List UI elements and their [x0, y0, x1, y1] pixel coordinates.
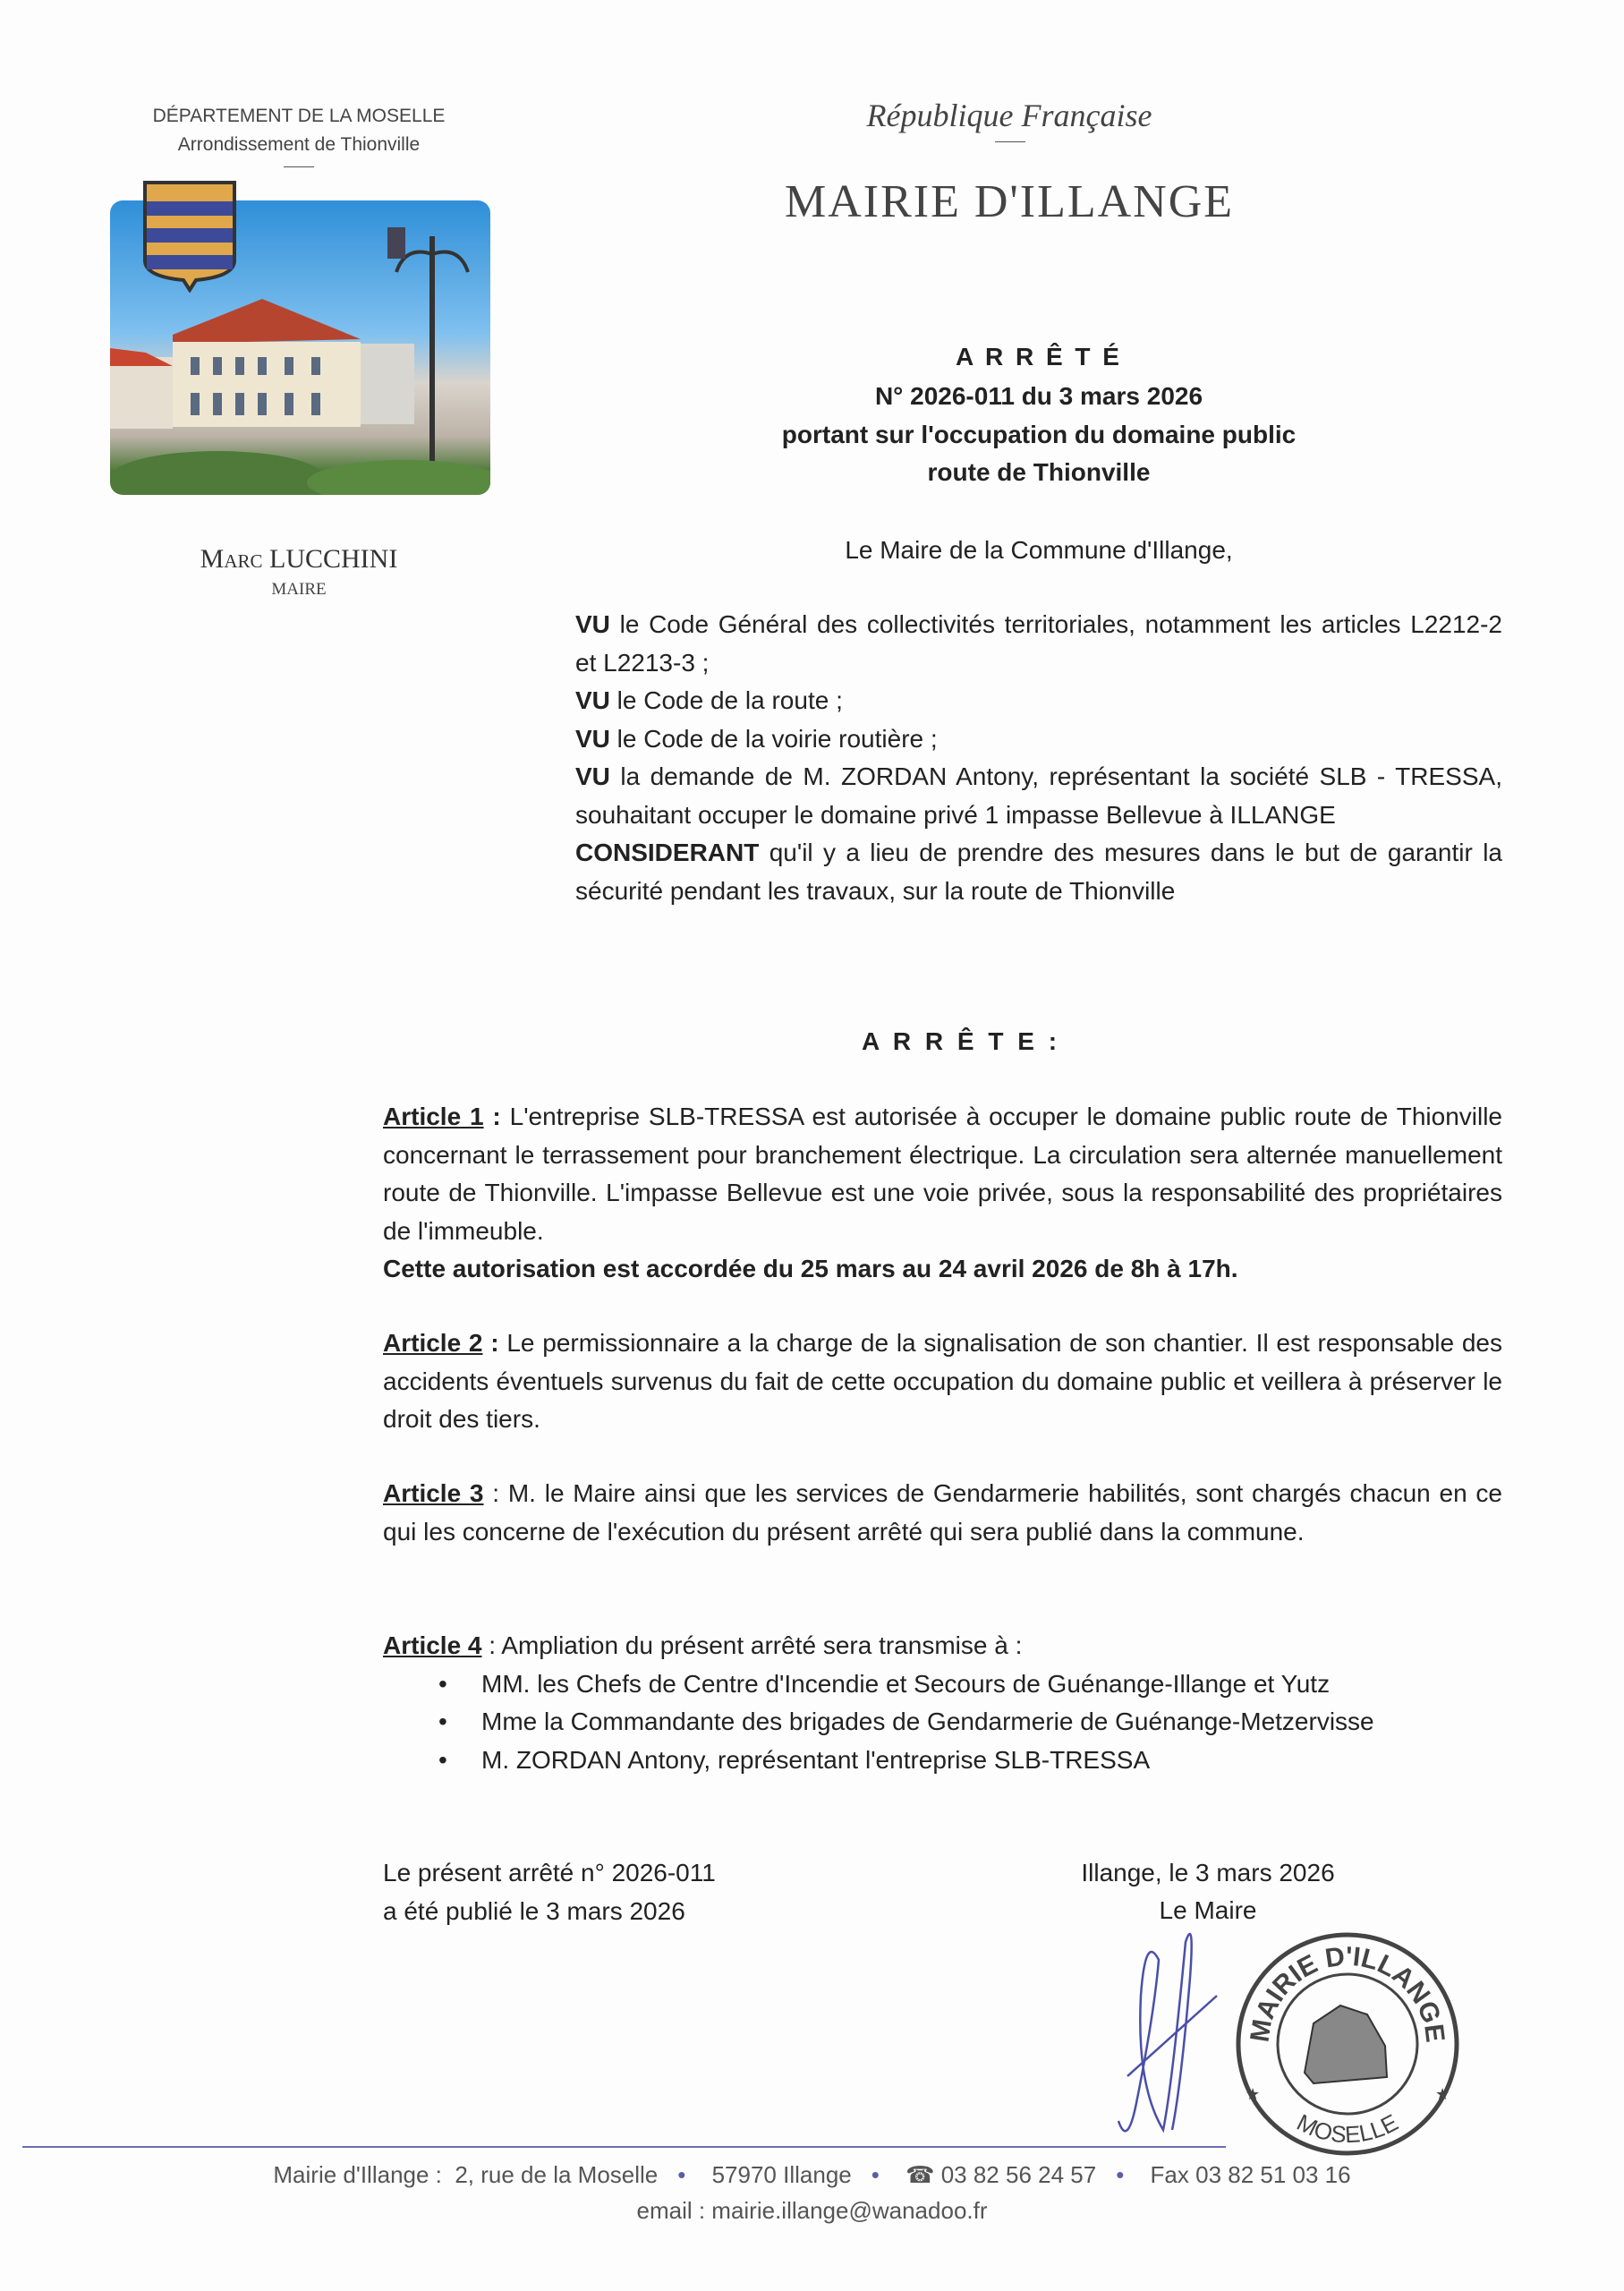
- mayor-signature: [1110, 1924, 1235, 2143]
- mayor-title: MAIRE: [271, 580, 327, 599]
- footer-email: email : mairie.illange@wanadoo.fr: [636, 2197, 988, 2224]
- svg-text:MOSELLE: MOSELLE: [1292, 2108, 1403, 2149]
- visa-item: VU le Code de la route ;: [575, 686, 843, 714]
- arrete-subject-location: route de Thionville: [927, 458, 1151, 486]
- visas-block: [575, 606, 1502, 910]
- publication-note: Le présent arrêté n° 2026-011 a été publié le 3 mars 2026: [383, 1859, 716, 1925]
- arrete-subject: portant sur l'occupation du domaine public: [781, 421, 1297, 448]
- considerant-item: CONSIDERANT qu'il y a lieu de prendre des mesures dans le but de garantir la sécurité pendant les travaux, sur la route de Thionville: [575, 839, 1502, 905]
- divider: [995, 141, 1025, 142]
- department-name: DÉPARTEMENT DE LA MOSELLE: [152, 106, 446, 126]
- authorization-period: Cette autorisation est accordée du 25 mars au 24 avril 2026 de 8h à 17h.: [383, 1255, 1238, 1282]
- phone-icon: ☎: [906, 2161, 935, 2188]
- footer-rule: [22, 2146, 1226, 2148]
- svg-text:MAIRIE D'ILLANGE: MAIRIE D'ILLANGE: [1245, 1941, 1450, 2044]
- footer-phone: 03 82 56 24 57: [940, 2161, 1097, 2188]
- footer-address: 2, rue de la Moselle: [455, 2161, 659, 2188]
- footer-contact: Mairie d'Illange : 2, rue de la Moselle • 57970 Illange • ☎ 03 82 56 24 57 • Fax 03 82 51 03 16: [273, 2161, 1351, 2188]
- decision-heading: A R R Ê T E :: [861, 1027, 1061, 1055]
- republic-label: République Française: [866, 98, 1152, 133]
- article-2: Article 2 : Le permissionnaire a la charge de la signalisation de son chantier. Il est responsable des accidents éventuels survenus du fait de cette occupation du domaine public et veillera à préserver le droit des tiers.: [383, 1329, 1503, 1433]
- arrondissement-name: Arrondissement de Thionville: [177, 134, 421, 155]
- separator-dot: •: [1116, 2161, 1125, 2188]
- signature-title: Le Maire: [1159, 1896, 1257, 1924]
- separator-dot: •: [677, 2161, 686, 2188]
- separator-dot: •: [871, 2161, 880, 2188]
- recipients-list: [438, 1665, 1502, 1780]
- visa-item: VU le Code Général des collectivités territoriales, notamment les articles L2212-2 et L2213-3 ;: [575, 610, 1502, 677]
- arrete-title: A R R Ê T É: [956, 343, 1122, 370]
- signature-place-date: Illange, le 3 mars 2026: [1081, 1859, 1335, 1886]
- divider: [284, 166, 314, 167]
- article-3: Article 3 : M. le Maire ainsi que les services de Gendarmerie habilités, sont chargés chacun en ce qui les concerne de l'exécution du présent arrêté qui sera publié dans la commune.: [383, 1479, 1503, 1546]
- visa-item: VU le Code de la voirie routière ;: [575, 724, 938, 753]
- mayor-name: Marc LUCCHINI: [200, 544, 398, 574]
- article-1: Article 1 : L'entreprise SLB-TRESSA est autorisée à occuper le domaine public route de Thionville concernant le terrassement pour branchement électrique. La circulation sera alternée manuellement route de Thionville. L'impasse Bellevue est une voie privée, sous la responsabilité des propriétaires de l'immeuble. Cette autorisation est accordée du 25 mars au 24 avril 2026 de 8h à 17h.: [383, 1103, 1503, 1282]
- article-4: Article 4 : Ampliation du présent arrêté sera transmise à : • MM. les Chefs de Centre d'Incendie et Secours de Guénange-Illange et Yutz • Mme la Commandante des brigades de Gendarmerie de Guénange-Metzervisse • M. ZORDAN Antony, représentant l'entreprise SLB-TRESSA: [383, 1627, 1502, 1779]
- footer-city: 57970 Illange: [711, 2161, 852, 2188]
- mairie-stamp: [1233, 1929, 1461, 2162]
- recipient-item: • Mme la Commandante des brigades de Gendarmerie de Guénange-Metzervisse: [438, 1703, 1502, 1742]
- recipient-item: • MM. les Chefs de Centre d'Incendie et Secours de Guénange-Illange et Yutz: [438, 1665, 1502, 1704]
- arrete-number: N° 2026-011 du 3 mars 2026: [874, 382, 1203, 410]
- svg-text:★: ★: [1435, 2085, 1450, 2103]
- coat-of-arms-logo: [142, 180, 237, 293]
- visa-item: VU la demande de M. ZORDAN Antony, représentant la société SLB - TRESSA, souhaitant occuper le domaine privé 1 impasse Bellevue à ILLANGE: [575, 762, 1502, 829]
- footer-fax: Fax 03 82 51 03 16: [1150, 2161, 1351, 2188]
- svg-text:★: ★: [1246, 2085, 1261, 2103]
- preamble-intro: Le Maire de la Commune d'Illange,: [845, 536, 1233, 564]
- mairie-title: MAIRIE D'ILLANGE: [784, 176, 1235, 227]
- recipient-item: • M. ZORDAN Antony, représentant l'entreprise SLB-TRESSA: [438, 1742, 1502, 1780]
